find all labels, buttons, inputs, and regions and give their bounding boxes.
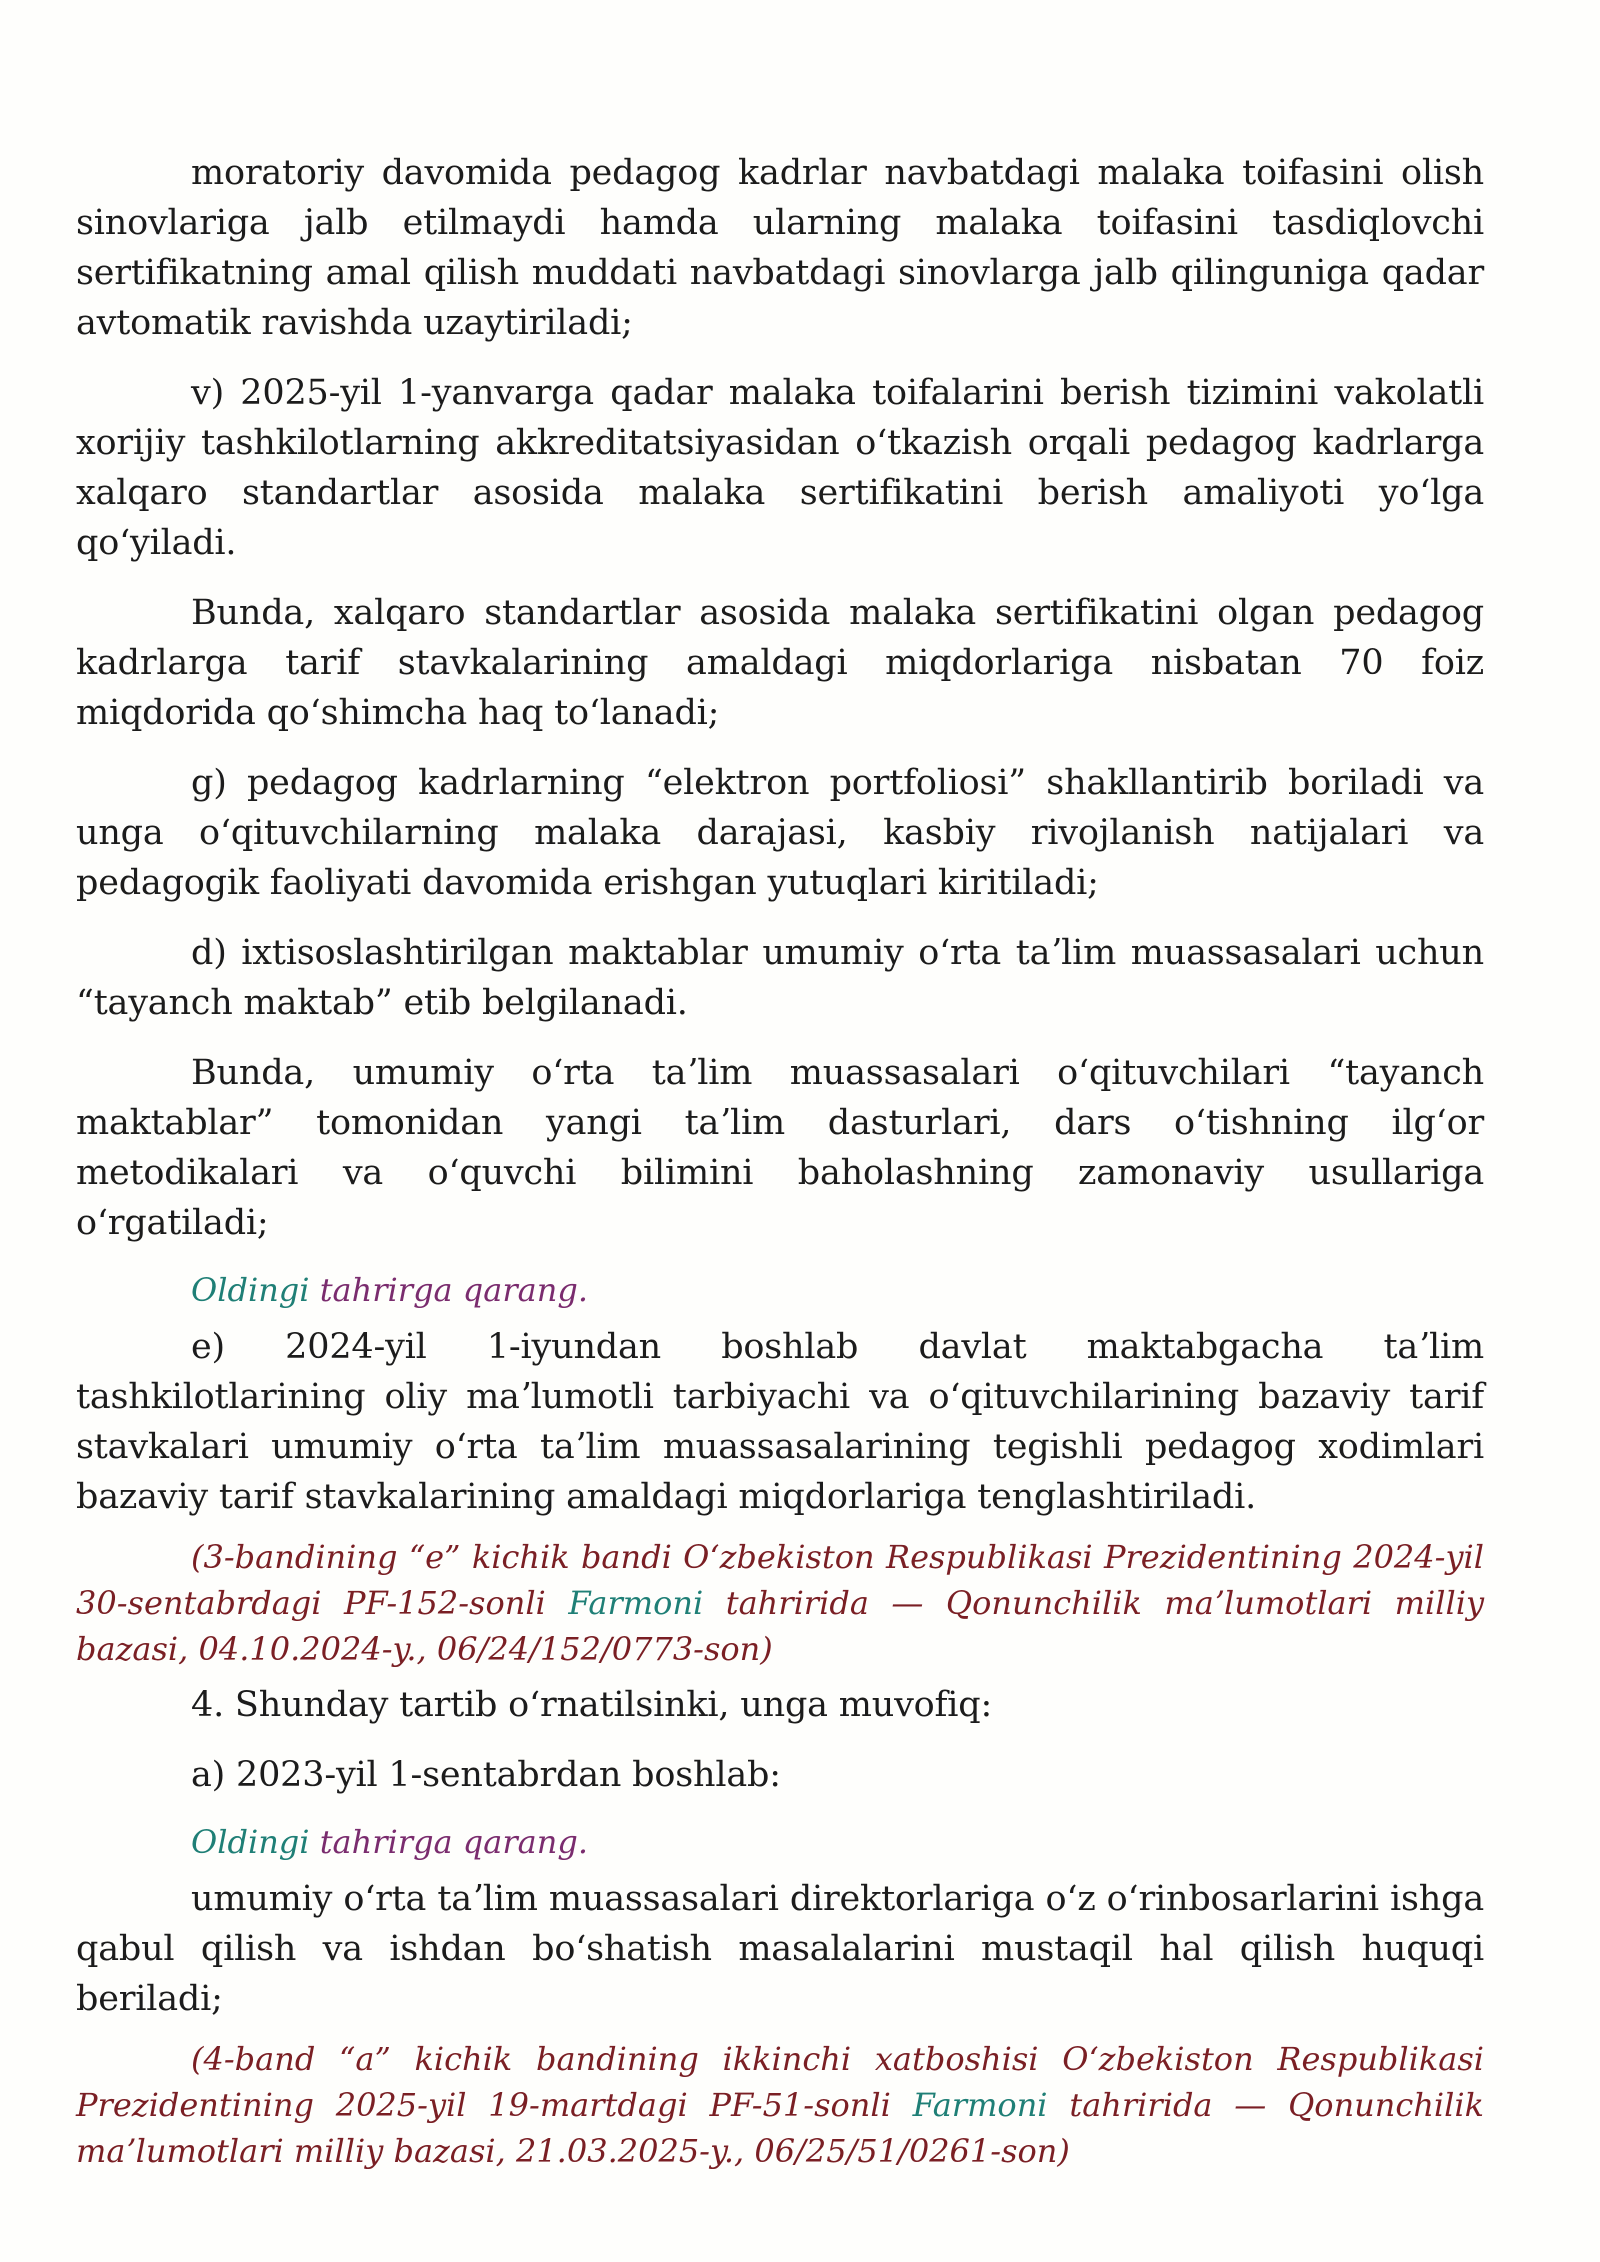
paragraph-d: d) ixtisoslashtirilgan maktablar umumiy oʻrta taʼlim muassasalari uchun “tayanch maktab” etib belgilanadi. [76, 933, 1484, 1023]
paragraph-4a: a) 2023-yil 1-sentabrdan boshlab: [191, 1755, 781, 1795]
decree-link-2[interactable]: Farmoni [912, 2086, 1048, 2124]
paragraph-e: e) 2024-yil 1-iyundan boshlab davlat maktabgacha taʼlim tashkilotlarining oliy maʼlumotli tarbiyachi va oʻqituvchilarining bazaviy tarif stavkalari umumiy oʻrta taʼlim muassasalarining tegishli pedagog xodimlari bazaviy tarif stavkalarining amaldagi miqdorlariga tenglashtiriladi. [76, 1327, 1484, 1517]
amendment-note-1-text-after: tahririda — Qonunchilik maʼlumotlari milliy bazasi, 04.10.2024-y., 06/24/152/0773-son) [76, 1584, 1485, 1668]
decree-link-1[interactable]: Farmoni [568, 1584, 704, 1622]
document-body [76, 148, 1484, 2182]
paragraph-bunda-2: Bunda, umumiy oʻrta taʼlim muassasalari oʻqituvchilari “tayanch maktablar” tomonidan yangi taʼlim dasturlari, dars oʻtishning ilgʻor metodikalari va oʻquvchi bilimini baholashning zamonaviy usullariga oʻrgatiladi; [76, 1053, 1484, 1243]
paragraph-bunda-1: Bunda, xalqaro standartlar asosida malaka sertifikatini olgan pedagog kadrlarga tarif stavkalarining amaldagi miqdorlariga nisbatan 70 foiz miqdorida qoʻshimcha haq toʻlanadi; [76, 593, 1484, 733]
previous-edition-link-2-part1[interactable]: Oldingi [191, 1823, 310, 1861]
previous-edition-link-1-part1[interactable]: Oldingi [191, 1271, 310, 1309]
amendment-note-2 [76, 2036, 1484, 2174]
paragraph-directors: umumiy oʻrta taʼlim muassasalari direktorlariga oʻz oʻrinbosarlarini ishga qabul qilish va ishdan boʻshatish masalalarini mustaqil hal qilish huquqi beriladi; [76, 1879, 1484, 2019]
paragraph-g: g) pedagog kadrlarning “elektron portfoliosi” shakllantirib boriladi va unga oʻqituvchilarning malaka darajasi, kasbiy rivojlanish natijalari va pedagogik faoliyati davomida erishgan yutuqlari kiritiladi; [76, 763, 1484, 903]
amendment-note-2-text-after: tahririda — Qonunchilik maʼlumotlari milliy bazasi, 21.03.2025-y., 06/25/51/0261-son) [76, 2086, 1485, 2170]
previous-edition-link-1[interactable] [76, 1268, 1484, 1312]
previous-edition-link-2-part2[interactable]: tahrirga qarang. [319, 1823, 588, 1861]
paragraph-moratorium: moratoriy davomida pedagog kadrlar navbatdagi malaka toifasini olish sinovlariga jalb etilmaydi hamda ularning malaka toifasini tasdiqlovchi sertifikatning amal qilish muddati navbatdagi sinovlarga jalb qilinguniga qadar avtomatik ravishda uzaytiriladi; [76, 153, 1484, 343]
previous-edition-link-1-part2[interactable]: tahrirga qarang. [319, 1271, 588, 1309]
previous-edition-link-2[interactable] [76, 1820, 1484, 1864]
amendment-note-2-text-before: (4-band “a” kichik bandining ikkinchi xatboshisi Oʻzbekiston Respublikasi Prezidentining 2025-yil 19-martdagi PF-51-sonli [76, 2040, 1484, 2124]
paragraph-v: v) 2025-yil 1-yanvarga qadar malaka toifalarini berish tizimini vakolatli xorijiy tashkilotlarning akkreditatsiyasidan oʻtkazish orqali pedagog kadrlarga xalqaro standartlar asosida malaka sertifikatini berish amaliyoti yoʻlga qoʻyiladi. [76, 373, 1484, 563]
amendment-note-1-text-before: (3-bandining “e” kichik bandi Oʻzbekiston Respublikasi Prezidentining 2024-yil 30-sentabrdagi PF-152-sonli [76, 1538, 1484, 1622]
paragraph-4: 4. Shunday tartib oʻrnatilsinki, unga muvofiq: [191, 1685, 993, 1725]
amendment-note-1 [76, 1534, 1484, 1672]
